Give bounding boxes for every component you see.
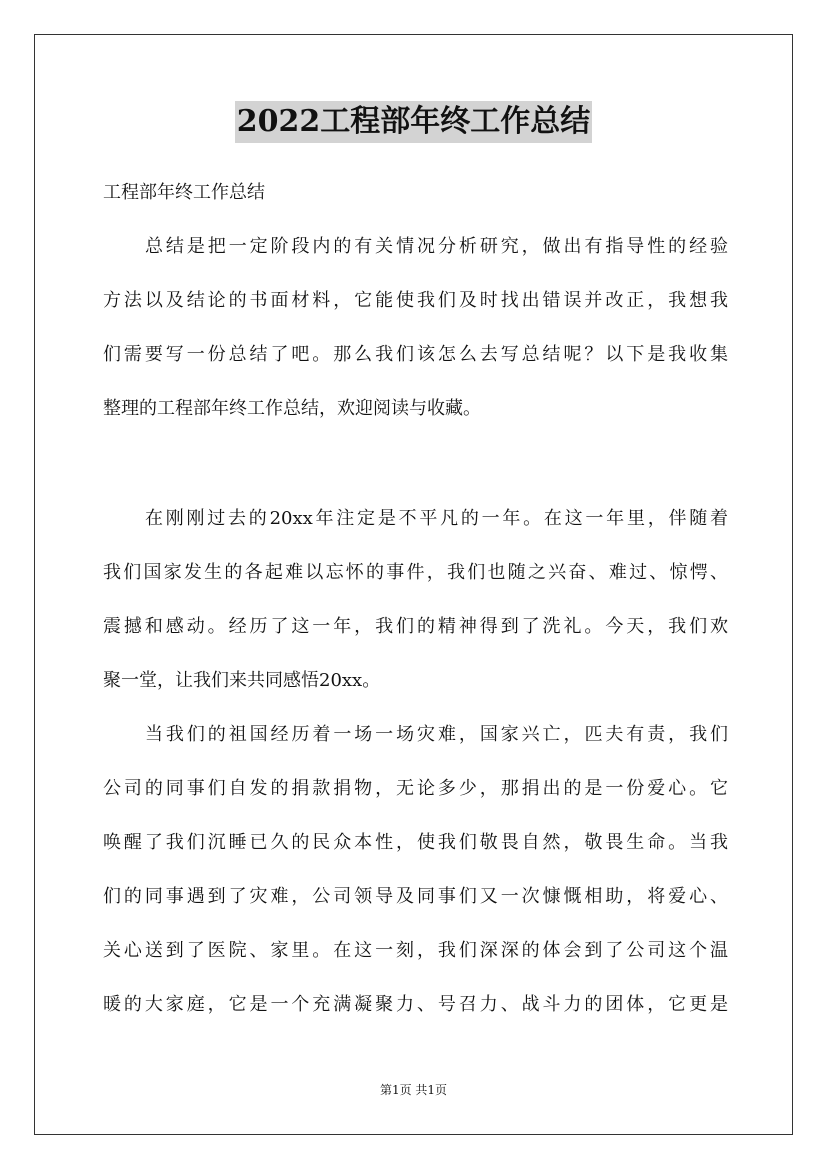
paragraph-3-line: 暖的大家庭，它是一个充满凝聚力、号召力、战斗力的团体，它更是 — [103, 994, 728, 1015]
paragraph-3-line: 公司的同事们自发的捐款捐物，无论多少，那捐出的是一份爱心。它 — [103, 778, 728, 799]
paragraph-3-line: 们的同事遇到了灾难，公司领导及同事们又一次慷慨相助，将爱心、 — [103, 886, 728, 907]
paragraph-3-line: 当我们的祖国经历着一场一场灾难，国家兴亡，匹夫有责，我们 — [145, 724, 728, 745]
paragraph-3-line: 唤醒了我们沉睡已久的民众本性，使我们敬畏自然，敬畏生命。当我 — [103, 832, 728, 853]
paragraph-1-line: 整理的工程部年终工作总结，欢迎阅读与收藏。 — [103, 398, 481, 419]
paragraph-3-line: 关心送到了医院、家里。在这一刻，我们深深的体会到了公司这个温 — [103, 940, 728, 961]
title-container — [0, 101, 827, 143]
paragraph-1-line: 总结是把一定阶段内的有关情况分析研究，做出有指导性的经验 — [145, 236, 728, 257]
paragraph-1-line: 方法以及结论的书面材料，它能使我们及时找出错误并改正，我想我 — [103, 290, 728, 311]
paragraph-2-line: 震撼和感动。经历了这一年，我们的精神得到了洗礼。今天，我们欢 — [103, 616, 728, 637]
document-title: 2022工程部年终工作总结 — [235, 101, 593, 143]
paragraph-1-line: 们需要写一份总结了吧。那么我们该怎么去写总结呢？以下是我收集 — [103, 344, 728, 365]
paragraph-2-line: 在刚刚过去的20xx年注定是不平凡的一年。在这一年里，伴随着 — [145, 508, 728, 529]
paragraph-2-line: 我们国家发生的各起难以忘怀的事件，我们也随之兴奋、难过、惊愕、 — [103, 562, 728, 583]
paragraph-2-line: 聚一堂，让我们来共同感悟20xx。 — [103, 670, 381, 691]
page-footer: 第1页 共1页 — [379, 1083, 448, 1097]
document-subtitle: 工程部年终工作总结 — [103, 182, 265, 203]
